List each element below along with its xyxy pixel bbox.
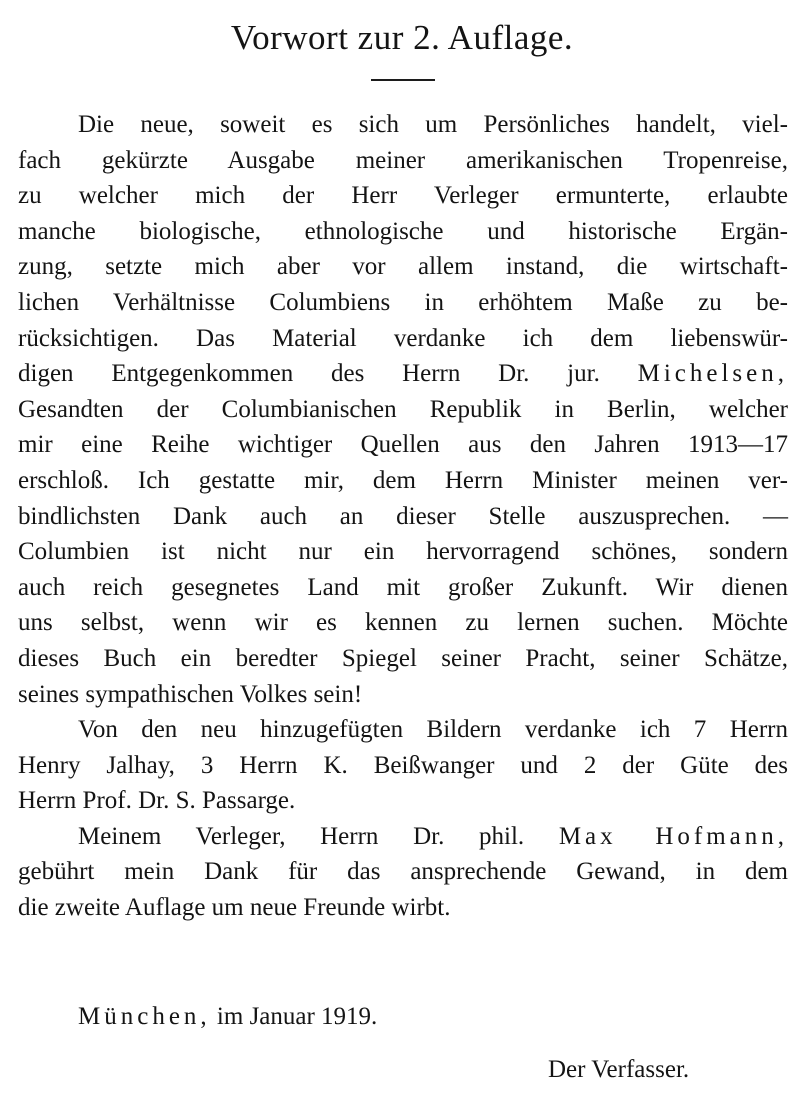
text-fragment: digen Entgegenkommen des Herrn Dr. jur.: [18, 360, 600, 388]
name-hofmann: Max Hofmann,: [558, 822, 788, 850]
preface-body: [18, 107, 788, 926]
page-title: Vorwort zur 2. Auflage.: [230, 18, 574, 57]
text-line: zung, setzte mich aber vor allem instand, die wirtschaft-: [18, 253, 788, 281]
text-line: zu welcher mich der Herr Verleger ermunterte, erlaubte: [18, 182, 788, 210]
text-line: erschloß. Ich gestatte mir, dem Herrn Minister meinen ver-: [18, 466, 788, 494]
text-line: auch reich gesegnetes Land mit großer Zukunft. Wir dienen: [18, 573, 788, 601]
text-line: Columbien ist nicht nur ein hervorragend schönes, sondern: [18, 538, 788, 566]
place-name: München,: [78, 1003, 211, 1030]
text-line: Die neue, soweit es sich um Persönliches handelt, viel-: [78, 111, 788, 138]
text-line: Gesandten der Columbianischen Republik in Berlin, welcher: [18, 395, 788, 423]
title-rule: [371, 79, 435, 81]
text-line: lichen Verhältnisse Columbiens in erhöhtem Maße zu be-: [18, 288, 788, 316]
text-line: bindlichsten Dank auch an dieser Stelle auszusprechen. —: [18, 502, 788, 530]
date-text: im Januar 1919.: [216, 1003, 378, 1030]
name-michelsen: Michelsen,: [637, 360, 788, 388]
text-line: seines sympathischen Volkes sein!: [18, 680, 363, 708]
text-line: dieses Buch ein beredter Spiegel seiner Pracht, seiner Schätze,: [18, 644, 788, 672]
signature: Der Verfasser.: [548, 1056, 690, 1083]
text-line: die zweite Auflage um neue Freunde wirbt.: [18, 894, 451, 922]
text-line: Von den neu hinzugefügten Bildern verdanke ich 7 Herrn: [78, 716, 788, 744]
text-line: Henry Jalhay, 3 Herrn K. Beißwanger und 2 der Güte des: [18, 751, 788, 779]
text-line: Herrn Prof. Dr. S. Passarge.: [18, 787, 296, 815]
text-line: mir eine Reihe wichtiger Quellen aus den Jahren 1913—17: [18, 431, 788, 459]
text-fragment: Meinem Verleger, Herrn Dr. phil.: [78, 822, 525, 850]
text-line: manche biologische, ethnologische und historische Ergän-: [18, 217, 788, 245]
text-line: gebührt mein Dank für das ansprechende Gewand, in dem: [18, 858, 788, 886]
text-line: [18, 356, 788, 392]
place-date-line: [78, 1003, 377, 1031]
text-line: [18, 819, 788, 855]
text-line: rücksichtigen. Das Material verdanke ich dem liebenswür-: [18, 324, 788, 352]
text-line: fach gekürzte Ausgabe meiner amerikanischen Tropenreise,: [18, 146, 788, 174]
text-line: uns selbst, wenn wir es kennen zu lernen suchen. Möchte: [18, 609, 788, 637]
